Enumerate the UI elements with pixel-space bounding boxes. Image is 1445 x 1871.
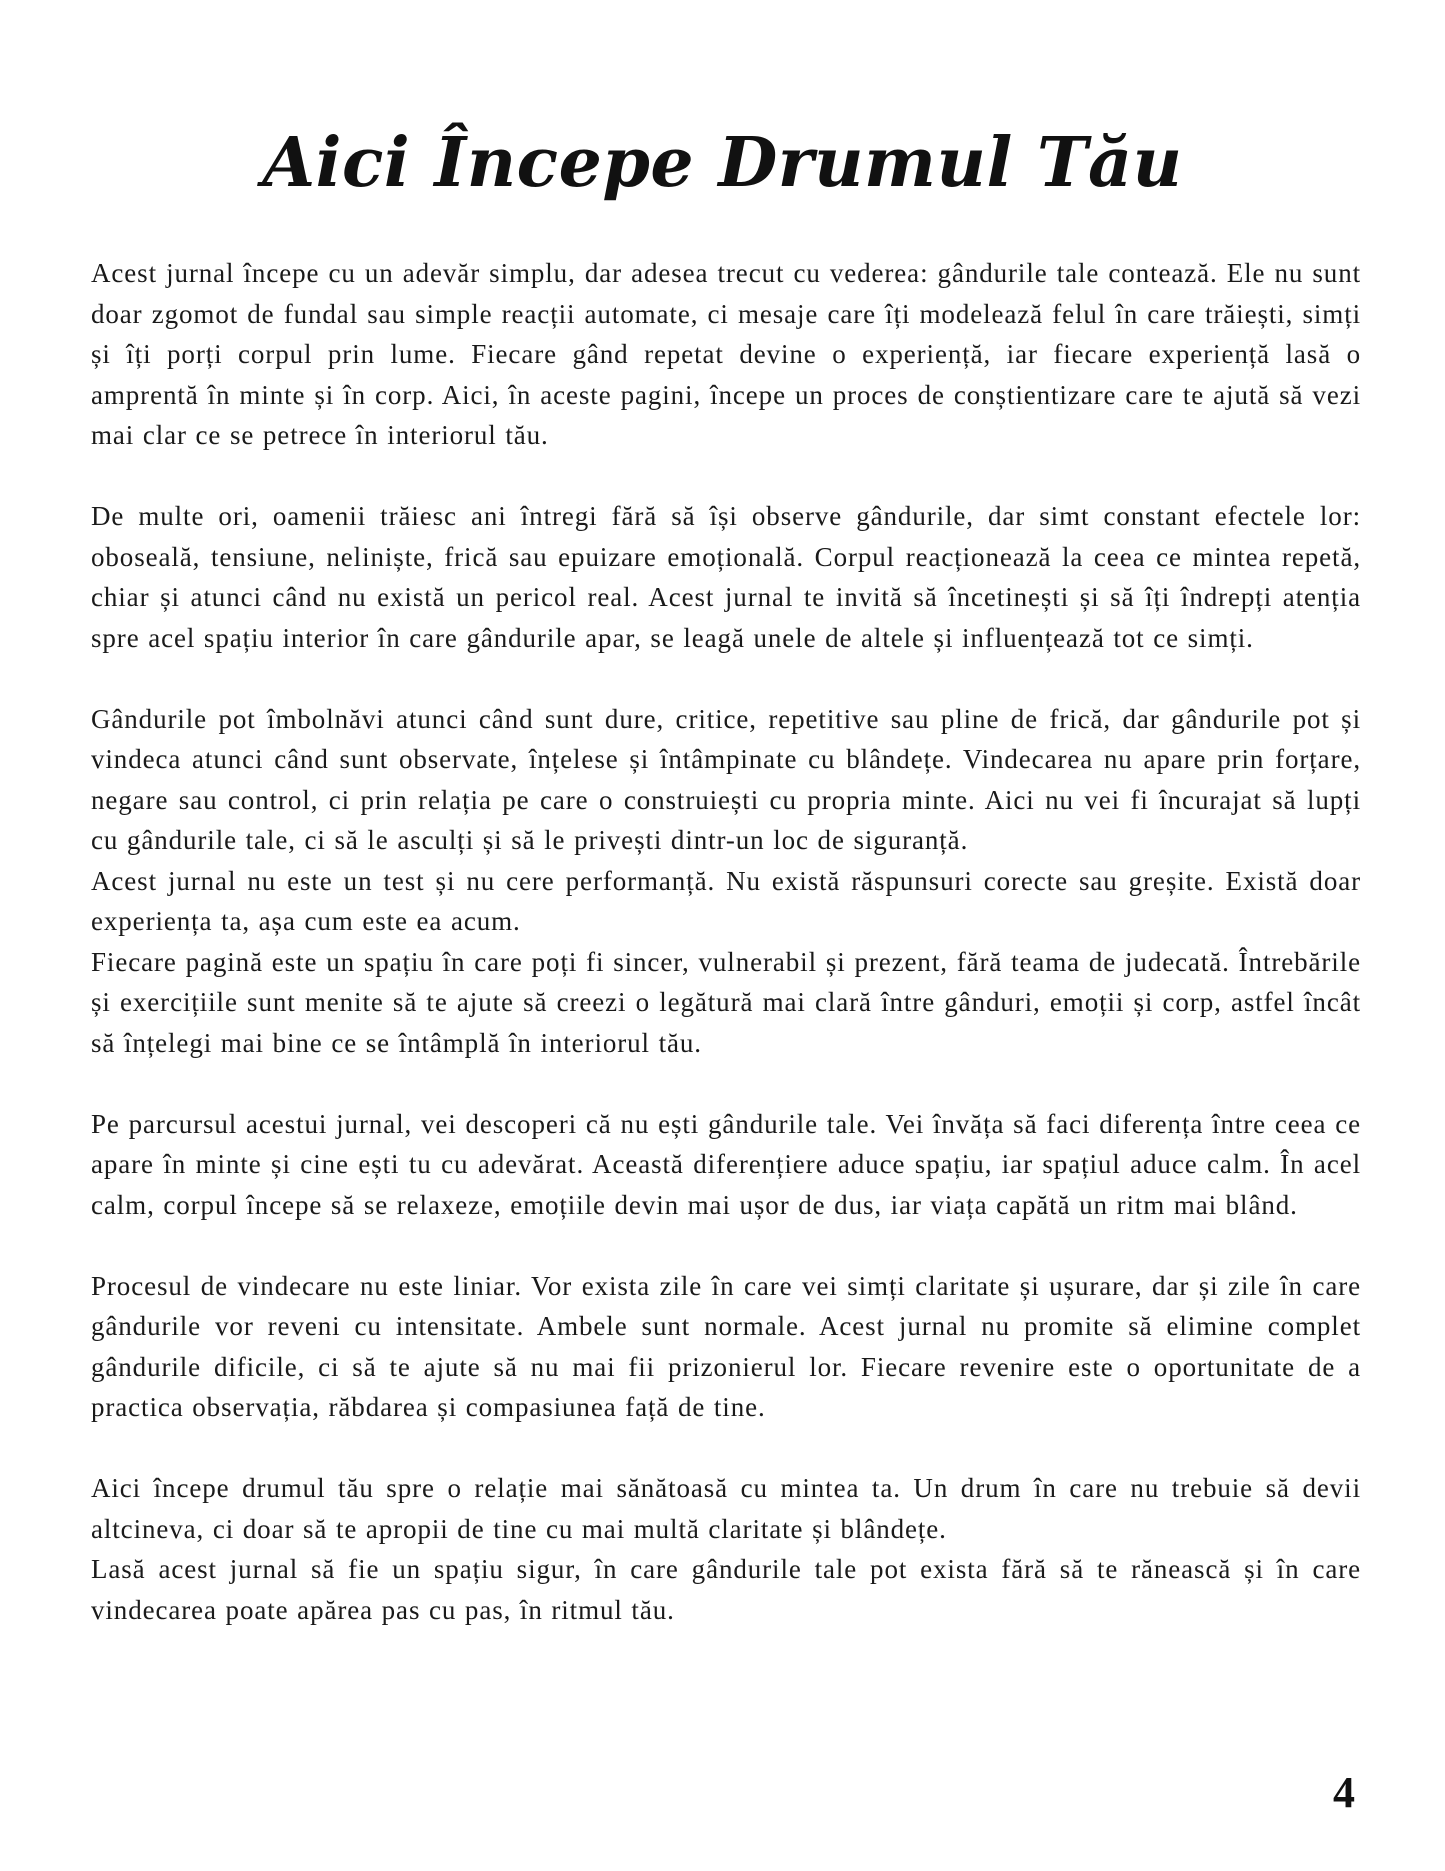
- body-text: [91, 253, 1361, 1630]
- paragraph-5: Fiecare pagină este un spațiu în care poți fi sincer, vulnerabil și prezent, fără teama de judecată. Întrebările și exercițiile sunt menite să te ajute să creezi o legătură mai clară între gânduri, emoții și corp, astfel încât să înțelegi mai bine ce se întâmplă în interiorul tău.: [91, 946, 1361, 1058]
- paragraph-9: Lasă acest jurnal să fie un spațiu sigur, în care gândurile tale pot exista fără să te rănească și în care vindecarea poate apărea pas cu pas, în ritmul tău.: [91, 1554, 1361, 1625]
- paragraph-3: Gândurile pot îmbolnăvi atunci când sunt dure, critice, repetitive sau pline de frică, dar gândurile pot și vindeca atunci când sunt observate, înțelese și întâmpinate cu blândețe. Vindecarea nu apare prin forțare, negare sau control, ci prin relația pe care o construiești cu propria minte. Aici nu vei fi încurajat să lupți cu gândurile tale, ci să le asculți și să le privești dintr-un loc de siguranță.: [91, 703, 1361, 855]
- paragraph-8: Aici începe drumul tău spre o relație mai sănătoasă cu mintea ta. Un drum în care nu trebuie să devii altcineva, ci doar să te apropii de tine cu mai multă claritate și blândețe.: [91, 1473, 1361, 1544]
- paragraph-7: Procesul de vindecare nu este liniar. Vor exista zile în care vei simți claritate și ușurare, dar și zile în care gândurile vor reveni cu intensitate. Ambele sunt normale. Acest jurnal nu promite să elimine complet gândurile dificile, ci să te ajute să nu mai fii prizonierul lor. Fiecare revenire este o oportunitate de a practica observația, răbdarea și compasiunea față de tine.: [91, 1270, 1361, 1422]
- page-title: Aici Începe Drumul Tău: [262, 123, 1183, 203]
- page-number: 4: [1333, 1768, 1355, 1817]
- paragraph-4: Acest jurnal nu este un test și nu cere performanță. Nu există răspunsuri corecte sau greșite. Există doar experiența ta, așa cum este ea acum.: [91, 865, 1361, 936]
- paragraph-6: Pe parcursul acestui jurnal, vei descoperi că nu ești gândurile tale. Vei învăța să faci diferența între ceea ce apare în minte și cine ești tu cu adevărat. Această diferențiere aduce spațiu, iar spațiul aduce calm. În acel calm, corpul începe să se relaxeze, emoțiile devin mai ușor de dus, iar viața capătă un ritm mai blând.: [91, 1108, 1361, 1220]
- paragraph-2: De multe ori, oamenii trăiesc ani întregi fără să își observe gândurile, dar simt constant efectele lor: oboseală, tensiune, neliniște, frică sau epuizare emoțională. Corpul reacționează la ceea ce mintea repetă, chiar și atunci când nu există un pericol real. Acest jurnal te invită să încetinești și să îți îndrepți atenția spre acel spațiu interior în care gândurile apar, se leagă unele de altele și influențează tot ce simți.: [91, 501, 1361, 653]
- paragraph-1: Acest jurnal începe cu un adevăr simplu, dar adesea trecut cu vederea: gândurile tale contează. Ele nu sunt doar zgomot de fundal sau simple reacții automate, ci mesaje care îți modelează felul în care trăiești, simți și îți porți corpul prin lume. Fiecare gând repetat devine o experiență, iar fiecare experiență lasă o amprentă în minte și în corp. Aici, în aceste pagini, începe un proces de conștientizare care te ajută să vezi mai clar ce se petrece în interiorul tău.: [91, 258, 1361, 450]
